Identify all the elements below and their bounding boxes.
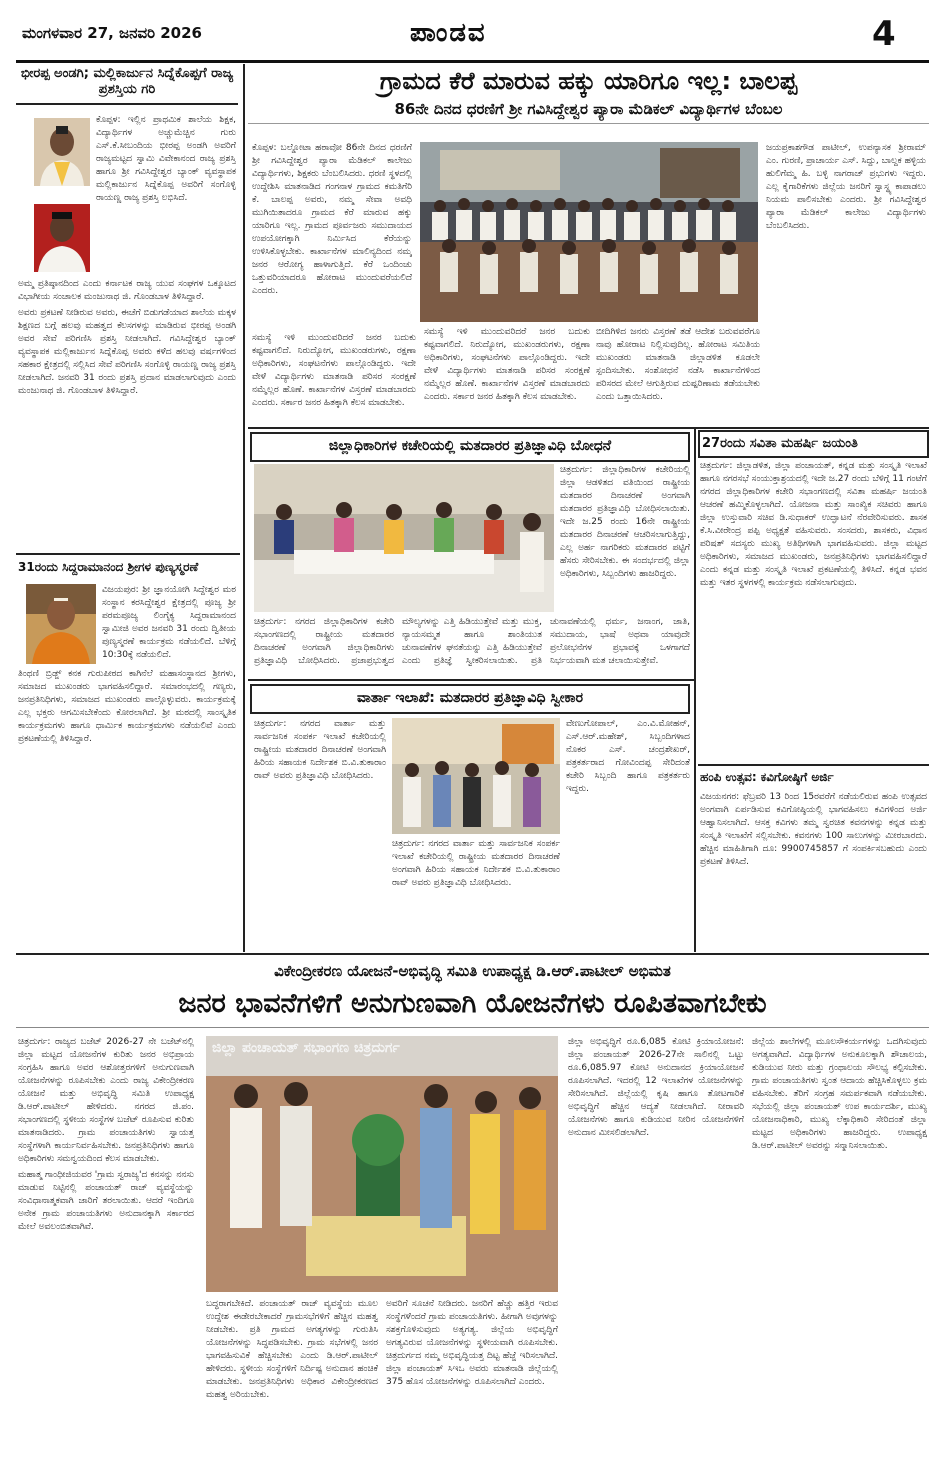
group-photo bbox=[420, 142, 758, 322]
paragraph: ಮಹಾತ್ಮ ಗಾಂಧೀಜಿಯವರ 'ಗ್ರಾಮ ಸ್ವರಾಜ್ಯ'ದ ಕನಸನ್ನು ನನಸು ಮಾಡುವ ನಿಟ್ಟಿನಲ್ಲಿ ಪಂಚಾಯತ್ ರಾಜ್ ವ್ಯವಸ್ಥೆಯನ್ನು ಸಂವಿಧಾನಾತ್ಮಕವಾಗಿ ಜಾರಿಗೆ ತರಲಾಯಿತು. ಆದರೆ ಇಂದಿಗೂ ಅನೇಕ ಗ್ರಾಮ ಪಂಚಾಯತಿಗಳು ಅನುದಾನಕ್ಕಾಗಿ ಸರ್ಕಾರದ ಮೇಲೆ ಅವಲಂಬಿತವಾಗಿವೆ. bbox=[18, 1170, 194, 1232]
story-headline: 31ರಂದು ಸಿದ್ದರಾಮಾನಂದ ಶ್ರೀಗಳ ಪುಣ್ಯಸ್ಮರಣೆ bbox=[18, 560, 199, 574]
paragraph: ಚಿತ್ರದುರ್ಗ: ಜಿಲ್ಲಾಡಳಿತ, ಜಿಲ್ಲಾ ಪಂಚಾಯತ್, ಕನ್ನಡ ಮತ್ತು ಸಂಸ್ಕೃತಿ ಇಲಾಖೆ ಹಾಗೂ ನಗರಸಭೆ ಸಂಯುಕ್ತಾಶ್ರಯದಲ್ಲಿ ಇದೇ ಜ.27 ರಂದು ಬೆಳಿಗ್ಗೆ 11 ಗಂಟೆಗೆ ನಗರದ ಜಿಲ್ಲಾಧಿಕಾರಿಗಳ ಕಚೇರಿ ಸಭಾಂಗಣದಲ್ಲಿ ಸವಿತಾ ಮಹರ್ಷಿ ಜಯಂತಿ ಆಚರಣೆ ಹಮ್ಮಿಕೊಳ್ಳಲಾಗಿದೆ. ಯೋಜನಾ ಮತ್ತು ಸಾಂಖ್ಯಿಕ ಸಚಿವರು ಹಾಗೂ ಜಿಲ್ಲಾ ಉಸ್ತುವಾರಿ ಸಚಿವ ಡಿ.ಸುಧಾಕರ್ ಉದ್ಘಾಟನೆ ನೆರವೇರಿಸುವರು. ಶಾಸಕ ಕೆ.ಸಿ.ವೀರೇಂದ್ರ ಪಪ್ಪಿ ಅಧ್ಯಕ್ಷತೆ ವಹಿಸುವರು. ಸಂಸದರು, ಶಾಸಕರು, ವಿಧಾನ ಪರಿಷತ್ ಸದಸ್ಯರು ಮುಖ್ಯ ಅತಿಥಿಗಳಾಗಿ ಭಾಗವಹಿಸುವರು. ಜಿಲ್ಲಾ ಮಟ್ಟದ ಅಧಿಕಾರಿಗಳು, ಸಮಾಜದ ಮುಖಂಡರು, ಜನಪ್ರತಿನಿಧಿಗಳು ಭಾಗವಹಿಸಲಿದ್ದಾರೆ ಎಂದು ಕನ್ನಡ ಮತ್ತು ಸಂಸ್ಕೃತಿ ಇಲಾಖೆ ಪ್ರಕಟಣೆಯಲ್ಲಿ ತಿಳಿಸಿದೆ. ಕನ್ನಡ ಭವನ ಮತ್ತು ಇತರ ಸ್ಥಳಗಳಲ್ಲಿ ಕಾರ್ಯಕ್ರಮ ನಡೆಸಲಾಗುವುದು. bbox=[700, 461, 927, 588]
story-body bbox=[766, 142, 926, 424]
story-body bbox=[102, 584, 236, 664]
story-headline: 27ರಂದು ಸವಿತಾ ಮಹರ್ಷಿ ಜಯಂತಿ bbox=[698, 430, 929, 458]
story-award bbox=[16, 64, 238, 552]
story-body bbox=[252, 332, 416, 424]
newspaper-name: ಪಾಂಡವ bbox=[410, 18, 487, 48]
group-photo-illustration bbox=[420, 142, 758, 322]
story-body bbox=[560, 464, 690, 612]
story-info-dept bbox=[248, 682, 692, 952]
paragraph: ಚಿತ್ರದುರ್ಗ: ರಾಜ್ಯದ ಬಜೆಟ್ 2026-27 ನೇ ಬಜೆಟ್‌ನಲ್ಲಿ ಜಿಲ್ಲಾ ಮಟ್ಟದ ಯೋಜನೆಗಳ ಕುರಿತು ಜನರ ಅಭಿಪ್ರಾಯ ಸಂಗ್ರಹಿಸಿ ಹಾಗೂ ಅವರ ಆಶೋತ್ತರಗಳಿಗೆ ಅನುಗುಣವಾಗಿ ಯೋಜನೆಗಳನ್ನು ರೂಪಿಸಬೇಕು ಎಂದು ರಾಜ್ಯ ವಿಕೇಂದ್ರೀಕರಣ ಯೋಜನೆ ಮತ್ತು ಅಭಿವೃದ್ಧಿ ಸಮಿತಿ ಉಪಾಧ್ಯಕ್ಷ ಡಿ.ಆರ್.ಪಾಟೀಲ್ ಹೇಳಿದರು. ನಗರದ ಜಿ.ಪಂ. ಸಭಾಂಗಣದಲ್ಲಿ ಸ್ಥಳೀಯ ಸಂಸ್ಥೆಗಳ ಬಜೆಟ್ ರೂಪಿಸುವ ಕುರಿತು ಮಾತನಾಡಿದರು. ಗ್ರಾಮ ಪಂಚಾಯತಿಗಳು ಸ್ವಾಯತ್ತ ಸಂಸ್ಥೆಗಳಾಗಿ ಕಾರ್ಯನಿರ್ವಹಿಸಬೇಕು. ಜನಪ್ರತಿನಿಧಿಗಳು ಹಾಗೂ ಅಧಿಕಾರಿಗಳು ಸಮನ್ವಯದಿಂದ ಕೆಲಸ ಮಾಡಬೇಕು. bbox=[18, 1037, 194, 1164]
story-body bbox=[254, 616, 690, 676]
paragraph: ಜಿಲ್ಲಾ ಅಭಿವೃದ್ಧಿಗೆ ರೂ.6,085 ಕೋಟಿ ಕ್ರಿಯಾಯೋಜನೆ: ಜಿಲ್ಲಾ ಪಂಚಾಯತ್ 2026-27ನೇ ಸಾಲಿನಲ್ಲಿ ಒಟ್ಟು ರೂ.6,085.97 ಕೋಟಿ ಅನುದಾನದ ಕ್ರಿಯಾಯೋಜನೆ ರೂಪಿಸಲಾಗಿದೆ. ಇದರಲ್ಲಿ 12 ಇಲಾಖೆಗಳ ಯೋಜನೆಗಳನ್ನು ಸೇರಿಸಲಾಗಿದೆ. ಜಿಲ್ಲೆಯಲ್ಲಿ ಕೃಷಿ ಹಾಗೂ ತೋಟಗಾರಿಕೆ ಅಭಿವೃದ್ಧಿಗೆ ಹೆಚ್ಚಿನ ಆದ್ಯತೆ ನೀಡಲಾಗಿದೆ. ನೀರಾವರಿ ಯೋಜನೆಗಳು ಹಾಗೂ ಕುಡಿಯುವ ನೀರಿನ ಯೋಜನೆಗಳಿಗೆ ಅನುದಾನ ಮೀಸಲಿಡಲಾಗಿದೆ. bbox=[568, 1037, 744, 1138]
story-body bbox=[18, 278, 236, 550]
section-divider bbox=[16, 953, 929, 955]
pledge-photo bbox=[392, 718, 560, 834]
paragraph: ವಿಜಯಪುರ: ಶ್ರೀ ಜ್ಞಾನಯೋಗಿ ಸಿದ್ದೇಶ್ವರ ಮಠ ಸಂಸ್ಥಾನ ಕರಸಿದ್ದೇಶ್ವರ ಕ್ಷೇತ್ರದಲ್ಲಿ ಪೂಜ್ಯ ಶ್ರೀ ಪರಮಪೂಜ್ಯ ಲಿಂಗೈಕ್ಯ ಸಿದ್ದರಾಮಾನಂದ ಸ್ವಾಮೀಜಿ ಅವರ ಜನವರಿ 31 ರಂದು ದ್ವಿತೀಯ ಪುಣ್ಯಸ್ಮರಣೆ ಕಾರ್ಯಕ್ರಮ ನಡೆಯಲಿದೆ. ಬೆಳಿಗ್ಗೆ 10:30ಕ್ಕೆ ನಡೆಯಲಿದೆ. bbox=[102, 585, 236, 660]
issue-date: ಮಂಗಳವಾರ 27, ಜನವರಿ 2026 bbox=[22, 24, 202, 42]
pledge-photo bbox=[254, 464, 554, 612]
pledge-photo-illustration bbox=[254, 464, 554, 612]
paragraph: ಸಮಸ್ಯೆ ಇಳಿ ಮುಂದುವರಿದರೆ ಜನರ ಬದುಕು ಕಷ್ಟವಾಗಲಿದೆ. ನಿರುದ್ಯೋಗ, ಮುಖಂಡರುಗಳು, ರಕ್ಷಣಾ ಅಧಿಕಾರಿಗಳು, ಸಂಘಟನೆಗಳು ಪಾಲ್ಗೊಂಡಿದ್ದರು. ಇದೇ ವೇಳೆ ವಿದ್ಯಾರ್ಥಿಗಳು ಮಾತನಾಡಿ ಪರಿಸರ ಸಂರಕ್ಷಣೆ ನಮ್ಮೆಲ್ಲರ ಹೊಣೆ. ಕಾರ್ಖಾನೆಗಳ ವಿಸ್ತರಣೆ ಮಾಡಬಾರದು ಎಂದರು. ಸರ್ಕಾರ ಜನರ ಹಿತಕ್ಕಾಗಿ ಕೆಲಸ ಮಾಡಬೇಕು. bbox=[424, 327, 590, 402]
page-number: 4 bbox=[872, 14, 896, 54]
seer-photo bbox=[26, 584, 96, 664]
paragraph: ಚಿತ್ರದುರ್ಗ: ನಗರದ ವಾರ್ತಾ ಮತ್ತು ಸಾರ್ವಜನಿಕ ಸಂಪರ್ಕ ಇಲಾಖೆ ಕಚೇರಿಯಲ್ಲಿ ರಾಷ್ಟ್ರೀಯ ಮತದಾರರ ದಿನಾಚರಣೆ ಅಂಗವಾಗಿ ಹಿರಿಯ ಸಹಾಯಕ ನಿರ್ದೇಶಕ ಬಿ.ವಿ.ತುಕಾರಾಂ ರಾವ್ ಅವರು ಪ್ರತಿಜ್ಞಾವಿಧಿ ಬೋಧಿಸಿದರು. bbox=[254, 719, 386, 781]
paragraph: ವೇಣುಗೋಪಾಲ್, ಎಂ.ವಿ.ಮೋಹನ್, ಎಸ್.ಆರ್.ಮಹೇಶ್, ಸಿಬ್ಬಂದಿಗಳಾದ ನೊಕರ ಎಸ್. ಚಂದ್ರಶೇಖರ್, ಪತ್ರಕರ್ತರಾದ ಗೋವಿಂದಪ್ಪ ಸೇರಿದಂತೆ ಕಚೇರಿ ಸಿಬ್ಬಂದಿ ಹಾಗೂ ಪತ್ರಕರ್ತರು ಇದ್ದರು. bbox=[566, 719, 690, 794]
photo-banner-text: ಜಿಲ್ಲಾ ಪಂಚಾಯತ್ ಸಭಾಂಗಣ ಚಿತ್ರದುರ್ಗ bbox=[212, 1040, 400, 1056]
story-lake bbox=[248, 64, 929, 426]
story-body bbox=[96, 114, 236, 276]
story-body bbox=[566, 718, 690, 948]
masthead-rule bbox=[16, 60, 929, 63]
lead-story bbox=[16, 956, 929, 1470]
paragraph: ಕೊಪ್ಪಳ: ಬಲ್ಡೋಟಾ ಹಠಾವೋ 86ನೇ ದಿನದ ಧರಣಿಗೆ ಶ್ರೀ ಗವಿಸಿದ್ದೇಶ್ವರ ಪ್ಯಾರಾ ಮೆಡಿಕಲ್ ಕಾಲೇಜು ವಿದ್ಯಾರ್ಥಿಗಳು, ಶಿಕ್ಷಕರು ಬೆಂಬಲಿಸಿದರು. ಧರಣಿ ಸ್ಥಳದಲ್ಲಿ ಉದ್ದೇಶಿಸಿ ಮಾತನಾಡಿದ ಗಂಗನಾಳ ಗ್ರಾಮದ ಕಮತಿಗೆರಿ ಕೆ. ಬಾಲಪ್ಪ ಅವರು, ನಮ್ಮ ಸೇವಾ ಅವಧಿ ಮುಗಿಯಿತಾದರೂ ಗ್ರಾಮದ ಕೆರೆ ಮಾರುವ ಹಕ್ಕು ಯಾರಿಗೂ ಇಲ್ಲ. ಗ್ರಾಮದ ಪೂರ್ವಜರು ಸಮುದಾಯದ ಉಪಯೋಗಕ್ಕಾಗಿ ನಿರ್ಮಿಸಿದ ಕೆರೆಯನ್ನು ಉಳಿಸಿಕೊಳ್ಳಬೇಕು. ಕಾರ್ಖಾನೆಗಳ ಮಾಲಿನ್ಯದಿಂದ ನಮ್ಮ ಜನರ ಆರೋಗ್ಯ ಹಾಳಾಗುತ್ತಿದೆ. ಕೆರೆ ಒಂದಿಂಚು ಒತ್ತುವರಿಯಾದರೂ ಹೋರಾಟ ಮುಂದುವರೆಯಲಿದೆ ಎಂದರು. bbox=[252, 143, 412, 296]
section-divider bbox=[698, 764, 929, 766]
paragraph: ಅವರಿಗೆ ಸೂಚನೆ ನೀಡಿದರು. ಜನರಿಗೆ ಹೆಚ್ಚು ಹತ್ತಿರ ಇರುವ ಸಂಸ್ಥೆಗಳೆಂದರೆ ಗ್ರಾಮ ಪಂಚಾಯತಿಗಳು. ಹೀಗಾಗಿ ಅವುಗಳನ್ನು ಸಶಕ್ತಗೊಳಿಸುವುದು ಅತ್ಯಗತ್ಯ. ಜಿಲ್ಲೆಯ ಅಭಿವೃದ್ಧಿಗೆ ಅಗತ್ಯವಿರುವ ಯೋಜನೆಗಳನ್ನು ಸ್ಥಳೀಯವಾಗಿ ರೂಪಿಸಬೇಕು. ಚಿತ್ರದುರ್ಗದ ನಮ್ಮ ಅಭಿವೃದ್ಧಿಯತ್ತ ದಿಟ್ಟ ಹೆಜ್ಜೆ ಇರಿಸಲಾಗಿದೆ. ಜಿಲ್ಲಾ ಪಂಚಾಯತ್ ಸಿಇಒ ಅವರು ಮಾತನಾಡಿ ಜಿಲ್ಲೆಯಲ್ಲಿ 375 ಹೊಸ ಯೋಜನೆಗಳನ್ನು ರೂಪಿಸಲಾಗಿದೆ ಎಂದರು. bbox=[386, 1299, 558, 1387]
column-divider bbox=[243, 64, 245, 952]
story-body bbox=[392, 838, 560, 948]
story-body bbox=[700, 460, 927, 762]
paragraph: ತಿಂಥಣಿ ಬ್ರಿಡ್ಜ್ ಕನಕ ಗುರುಪೀಠದ ಕಾಗಿನೆಲೆ ಮಹಾಸಂಸ್ಥಾನದ ಶ್ರೀಗಳು, ಸಮಾಜದ ಮುಖಂಡರು ಭಾಗವಹಿಸಲಿದ್ದಾರೆ. ಸಮಾರಂಭದಲ್ಲಿ ಗಣ್ಯರು, ಜನಪ್ರತಿನಿಧಿಗಳು, ಸಮಾಜದ ಮುಖಂಡರು ಪಾಲ್ಗೊಳ್ಳುವರು. ಕಾರ್ಯಕ್ರಮಕ್ಕೆ ಎಲ್ಲ ಭಕ್ತರು ಆಗಮಿಸಬೇಕೆಂದು ಕೋರಲಾಗಿದೆ. ಶ್ರೀ ಮಠದಲ್ಲಿ ಸಾಂಸ್ಕೃತಿಕ ಕಾರ್ಯಕ್ರಮಗಳು ಹಾಗೂ ಧಾರ್ಮಿಕ ಕಾರ್ಯಕ್ರಮಗಳು ನಡೆಯಲಿವೆ ಎಂದು ಪ್ರಕಟಣೆಯಲ್ಲಿ ತಿಳಿಸಿದ್ದಾರೆ. bbox=[18, 669, 236, 744]
story-headline: ಹಂಪಿ ಉತ್ಸವ: ಕವಿಗೋಷ್ಠಿಗೆ ಅರ್ಜಿ bbox=[700, 770, 834, 784]
paragraph: ಅಮ್ಮ ಪ್ರತಿಷ್ಠಾನದಿಂದ ಎಂದು ಕರ್ನಾಟಕ ರಾಜ್ಯ ಯುವ ಸಂಘಗಳ ಒಕ್ಕೂಟದ ವಿಭಾಗೀಯ ಸಂಚಾಲಕ ಮಂಜುನಾಥ ಜಿ. ಗೊಂಡಬಾಳ ತಿಳಿಸಿದ್ದಾರೆ. bbox=[18, 279, 236, 302]
story-body bbox=[252, 142, 412, 330]
paragraph: ಸಮಸ್ಯೆ ಇಳಿ ಮುಂದುವರಿದರೆ ಜನರ ಬದುಕು ಕಷ್ಟವಾಗಲಿದೆ. ನಿರುದ್ಯೋಗ, ಮುಖಂಡರುಗಳು, ರಕ್ಷಣಾ ಅಧಿಕಾರಿಗಳು, ಸಂಘಟನೆಗಳು ಪಾಲ್ಗೊಂಡಿದ್ದರು. ಇದೇ ವೇಳೆ ವಿದ್ಯಾರ್ಥಿಗಳು ಮಾತನಾಡಿ ಪರಿಸರ ಸಂರಕ್ಷಣೆ ನಮ್ಮೆಲ್ಲರ ಹೊಣೆ. ಕಾರ್ಖಾನೆಗಳ ವಿಸ್ತರಣೆ ಮಾಡಬಾರದು ಎಂದರು. ಸರ್ಕಾರ ಜನರ ಹಿತಕ್ಕಾಗಿ ಕೆಲಸ ಮಾಡಬೇಕು. bbox=[252, 333, 416, 408]
story-remembrance bbox=[16, 556, 238, 952]
story-headline: ಗ್ರಾಮದ ಕೆರೆ ಮಾರುವ ಹಕ್ಕು ಯಾರಿಗೂ ಇಲ್ಲ: ಬಾಲಪ್ಪ bbox=[379, 67, 798, 95]
story-hampi bbox=[698, 767, 929, 952]
section-divider bbox=[248, 679, 694, 681]
lead-photo-illustration bbox=[206, 1036, 558, 1292]
story-body bbox=[386, 1298, 558, 1466]
story-body bbox=[424, 326, 590, 424]
story-body bbox=[596, 326, 760, 424]
person-icon bbox=[26, 584, 96, 664]
portrait-photo bbox=[34, 204, 90, 272]
story-subheadline: 86ನೇ ದಿನದ ಧರಣಿಗೆ ಶ್ರೀ ಗವಿಸಿದ್ದೇಶ್ವರ ಪ್ಯಾರಾ ಮೆಡಿಕಲ್ ವಿದ್ಯಾರ್ಥಿಗಳ ಬೆಂಬಲ bbox=[248, 100, 929, 124]
story-body bbox=[206, 1298, 378, 1466]
lead-headline: ಜನರ ಭಾವನೆಗಳಿಗೆ ಅನುಗುಣವಾಗಿ ಯೋಜನೆಗಳು ರೂಪಿತವಾಗಬೇಕು bbox=[16, 985, 929, 1028]
paragraph: ಬದ್ಧರಾಗಬೇಕಿದೆ. ಪಂಚಾಯತ್ ರಾಜ್ ವ್ಯವಸ್ಥೆಯ ಮೂಲ ಉದ್ದೇಶ ಈಡೇರಬೇಕಾದರೆ ಗ್ರಾಮಸಭೆಗಳಿಗೆ ಹೆಚ್ಚಿನ ಮಹತ್ವ ನೀಡಬೇಕು. ಪ್ರತಿ ಗ್ರಾಮದ ಅಗತ್ಯಗಳನ್ನು ಗುರುತಿಸಿ ಯೋಜನೆಗಳನ್ನು ಸಿದ್ಧಪಡಿಸಬೇಕು. ಗ್ರಾಮ ಸಭೆಗಳಲ್ಲಿ ಜನರ ಭಾಗವಹಿಸುವಿಕೆ ಹೆಚ್ಚಿಸಬೇಕು ಎಂದು ಡಿ.ಆರ್.ಪಾಟೀಲ್ ಹೇಳಿದರು. ಸ್ಥಳೀಯ ಸಂಸ್ಥೆಗಳಿಗೆ ನಿರ್ದಿಷ್ಟ ಅನುದಾನ ಹಂಚಿಕೆ ಮಾಡಬೇಕು. ಜನಪ್ರತಿನಿಧಿಗಳು ಅಧಿಕಾರ ವಿಕೇಂದ್ರೀಕರಣದ ಮಹತ್ವ ಅರಿಯಬೇಕು. bbox=[206, 1299, 378, 1400]
paragraph: ಬೀದಿಗಿಳಿದ ಜನರು ವಿಸ್ತರಣೆ ತಡೆ ಆದೇಶ ಬರುವವರೆಗೂ ನಾವು ಹೋರಾಟ ನಿಲ್ಲಿಸುವುದಿಲ್ಲ. ಹೋರಾಟ ಸಮಿತಿಯ ಮುಖಂಡರು ಮಾತನಾಡಿ ಜಿಲ್ಲಾಡಳಿತ ಕೂಡಲೇ ಸ್ಪಂದಿಸಬೇಕು. ಸಂಶೋಧನೆ ನಡೆಸಿ ಕಾರ್ಖಾನೆಗಳಿಂದ ಪರಿಸರದ ಮೇಲೆ ಆಗುತ್ತಿರುವ ದುಷ್ಪರಿಣಾಮ ತಡೆಯಬೇಕು ಎಂದು ಒತ್ತಾಯಿಸಿದರು. bbox=[596, 327, 760, 402]
story-jayanti bbox=[698, 430, 929, 764]
section-divider bbox=[248, 427, 929, 429]
column-divider bbox=[694, 428, 696, 952]
paragraph: ಚಿತ್ರದುರ್ಗ: ನಗರದ ವಾರ್ತಾ ಮತ್ತು ಸಾರ್ವಜನಿಕ ಸಂಪರ್ಕ ಇಲಾಖೆ ಕಚೇರಿಯಲ್ಲಿ ರಾಷ್ಟ್ರೀಯ ಮತದಾರರ ದಿನಾಚರಣೆ ಅಂಗವಾಗಿ ಹಿರಿಯ ಸಹಾಯಕ ನಿರ್ದೇಶಕ ಬಿ.ವಿ.ತುಕಾರಾಂ ರಾವ್ ಅವರು ಪ್ರತಿಜ್ಞಾವಿಧಿ ಬೋಧಿಸಿದರು. bbox=[392, 839, 560, 888]
paragraph: ಅವರು ಪ್ರಕಟಣೆ ನೀಡಿರುವ ಅವರು, ಈಚೆಗೆ ಬಿಡುಗಡೆಯಾದ ಶಾಲೆಯ ಮಕ್ಕಳ ಶಿಕ್ಷಣದ ಬಗ್ಗೆ ಹಲವು ಮಹತ್ವದ ಕೆಲಸಗಳನ್ನು ಮಾಡಿರುವ ಭೀರಪ್ಪ ಅಂಡಗಿ ಅವರ ಸೇವೆ ಪರಿಗಣಿಸಿ ಪ್ರಶಸ್ತಿ ನೀಡಲಾಗಿದೆ. ಗವಿಸಿದ್ದೇಶ್ವರ ಬ್ಯಾಂಕ್ ವ್ಯವಸ್ಥಾಪಕ ಮಲ್ಲಿಕಾರ್ಜುನ ಸಿದ್ನೆಕೊಪ್ಪ ಅವರು ಕಳೆದ ಹಲವು ವರ್ಷಗಳಿಂದ ಸಹಕಾರ ಕ್ಷೇತ್ರದಲ್ಲಿ ಸಲ್ಲಿಸಿದ ಸೇವೆ ಪರಿಗಣಿಸಿ ಸಂಗೊಳ್ಳಿ ರಾಯಣ್ಣ ರಾಜ್ಯ ಪ್ರಶಸ್ತಿ ನೀಡಲಾಗಿದೆ. ಜನವರಿ 31 ರಂದು ಪ್ರಶಸ್ತಿ ಪ್ರದಾನ ಮಾಡಲಾಗುವುದು ಎಂದು ಮಂಜುನಾಥ ಜಿ. ಗೊಂಡಬಾಳ ತಿಳಿಸಿದ್ದಾರೆ. bbox=[18, 308, 236, 396]
story-body bbox=[18, 1036, 194, 1466]
person-icon bbox=[34, 204, 90, 272]
masthead bbox=[0, 0, 945, 62]
story-headline: ಭೀರಪ್ಪ ಅಂಡಗಿ; ಮಲ್ಲಿಕಾರ್ಜುನ ಸಿದ್ನೆಕೊಪ್ಪಗೆ ರಾಜ್ಯ ಪ್ರಶಸ್ತಿಯ ಗರಿ bbox=[16, 64, 238, 105]
lead-kicker: ವಿಕೇಂದ್ರೀಕರಣ ಯೋಜನೆ-ಅಭಿವೃದ್ಧಿ ಸಮಿತಿ ಉಪಾಧ್ಯಕ್ಷ ಡಿ.ಆರ್.ಪಾಟೀಲ್ ಅಭಿಮತ bbox=[274, 962, 671, 980]
paragraph: ಜಯಪ್ರಕಾಶಗೌಡ ಪಾಟೀಲ್, ಉಪನ್ಯಾಸಕ ಶ್ರೀರಾಮ್ ಎಂ. ಗುರಣಿ, ಪ್ರಾಚಾರ್ಯ ಎಸ್. ಸಿದ್ದು, ಬಾಲ್ದಕ ಹಳ್ಳಿಯ ಹುಲಿಗೆಮ್ಮ ಹಿ. ಬಳ್ಳಿ ನಾಗರಾಜ್ ಪ್ರಭುಗಳು ಇದ್ದರು. ಎಲ್ಲ ಕೈಗಾರಿಕೆಗಳು ಜಿಲ್ಲೆಯ ಜನರಿಗೆ ಸ್ವಾಸ್ಥ್ಯ ಕಾಪಾಡಲು ನಿಯಮ ಪಾಲಿಸಬೇಕು ಎಂದರು. ಶ್ರೀ ಗವಿಸಿದ್ದೇಶ್ವರ ಪ್ಯಾರಾ ಮೆಡಿಕಲ್ ಕಾಲೇಜು ವಿದ್ಯಾರ್ಥಿಗಳು ಬೆಂಬಲಿಸಿದರು. bbox=[766, 143, 926, 231]
pledge-photo-illustration bbox=[392, 718, 560, 834]
story-body bbox=[18, 668, 236, 950]
paragraph: ಚಿತ್ರದುರ್ಗ: ಜಿಲ್ಲಾಧಿಕಾರಿಗಳ ಕಚೇರಿಯಲ್ಲಿ ಜಿಲ್ಲಾ ಆಡಳಿತದ ವತಿಯಿಂದ ರಾಷ್ಟ್ರೀಯ ಮತದಾರರ ದಿನಾಚರಣೆ ಅಂಗವಾಗಿ ಮತದಾರರ ಪ್ರತಿಜ್ಞಾವಿಧಿ ಬೋಧಿಸಲಾಯಿತು. ಇದೇ ಜ.25 ರಂದು 16ನೇ ರಾಷ್ಟ್ರೀಯ ಮತದಾರರ ದಿನಾಚರಣೆ ಆಚರಿಸಲಾಗುತ್ತಿದ್ದು, ಎಲ್ಲ ಅರ್ಹ ನಾಗರಿಕರು ಮತದಾರರ ಪಟ್ಟಿಗೆ ಹೆಸರು ಸೇರಿಸಬೇಕು. ಈ ಸಂದರ್ಭದಲ್ಲಿ ಜಿಲ್ಲಾ ಅಧಿಕಾರಿಗಳು, ಸಿಬ್ಬಂದಿಗಳು ಹಾಜರಿದ್ದರು. bbox=[560, 465, 690, 579]
story-body bbox=[700, 791, 927, 951]
story-headline: ಜಿಲ್ಲಾಧಿಕಾರಿಗಳ ಕಚೇರಿಯಲ್ಲಿ ಮತದಾರರ ಪ್ರತಿಜ್ಞಾವಿಧಿ ಬೋಧನೆ bbox=[250, 432, 690, 462]
story-body bbox=[752, 1036, 927, 1466]
portrait-photo bbox=[34, 118, 90, 186]
story-headline: ವಾರ್ತಾ ಇಲಾಖೆ: ಮತದಾರರ ಪ್ರತಿಜ್ಞಾವಿಧಿ ಸ್ವೀಕಾರ bbox=[250, 684, 690, 714]
story-body bbox=[568, 1036, 744, 1466]
story-body bbox=[254, 718, 386, 948]
section-divider bbox=[16, 553, 240, 555]
lead-photo bbox=[206, 1036, 558, 1292]
paragraph: ಜಿಲ್ಲೆಯ ಶಾಲೆಗಳಲ್ಲಿ ಮೂಲಸೌಕರ್ಯಗಳನ್ನು ಒದಗಿಸುವುದು ಅಗತ್ಯವಾಗಿದೆ. ವಿದ್ಯಾರ್ಥಿಗಳ ಅನುಕೂಲಕ್ಕಾಗಿ ಶೌಚಾಲಯ, ಕುಡಿಯುವ ನೀರು ಮತ್ತು ಗ್ರಂಥಾಲಯ ಸೌಲಭ್ಯ ಕಲ್ಪಿಸಬೇಕು. ಗ್ರಾಮ ಪಂಚಾಯತಿಗಳು ಸ್ವಂತ ಆದಾಯ ಹೆಚ್ಚಿಸಿಕೊಳ್ಳಲು ಕ್ರಮ ವಹಿಸಬೇಕು. ತೆರಿಗೆ ಸಂಗ್ರಹ ಸಮರ್ಪಕವಾಗಿ ನಡೆಯಬೇಕು. ಸಭೆಯಲ್ಲಿ ಜಿಲ್ಲಾ ಪಂಚಾಯತ್ ಉಪ ಕಾರ್ಯದರ್ಶಿ, ಮುಖ್ಯ ಯೋಜನಾಧಿಕಾರಿ, ಮುಖ್ಯ ಲೆಕ್ಕಾಧಿಕಾರಿ ಸೇರಿದಂತೆ ಜಿಲ್ಲಾ ಮಟ್ಟದ ಅಧಿಕಾರಿಗಳು ಹಾಜರಿದ್ದರು. ಉಪಾಧ್ಯಕ್ಷ ಡಿ.ಆರ್.ಪಾಟೀಲ್ ಅವರನ್ನು ಸನ್ಮಾನಿಸಲಾಯಿತು. bbox=[752, 1037, 927, 1151]
person-icon bbox=[34, 118, 90, 186]
paragraph: ವಿಜಯನಗರ: ಫೆಬ್ರವರಿ 13 ರಿಂದ 15ರವರೆಗೆ ನಡೆಯಲಿರುವ ಹಂಪಿ ಉತ್ಸವದ ಅಂಗವಾಗಿ ಏರ್ಪಡಿಸುವ ಕವಿಗೋಷ್ಠಿಯಲ್ಲಿ ಭಾಗವಹಿಸಲು ಕವಿಗಳಿಂದ ಅರ್ಜಿ ಆಹ್ವಾನಿಸಲಾಗಿದೆ. ಆಸಕ್ತ ಕವಿಗಳು ತಮ್ಮ ಸ್ವರಚಿತ ಕವನಗಳನ್ನು ಕನ್ನಡ ಮತ್ತು ಸಂಸ್ಕೃತಿ ಇಲಾಖೆಗೆ ಸಲ್ಲಿಸಬೇಕು. ಕವನಗಳು 100 ಸಾಲುಗಳನ್ನು ಮೀರಬಾರದು. ಹೆಚ್ಚಿನ ಮಾಹಿತಿಗಾಗಿ ದೂ: 9900745857 ಗೆ ಸಂಪರ್ಕಿಸಬಹುದು ಎಂದು ಪ್ರಕಟಣೆ ತಿಳಿಸಿದೆ. bbox=[700, 792, 927, 867]
paragraph: ಕೊಪ್ಪಳ: ಇಲ್ಲಿನ ಪ್ರಾಥಮಿಕ ಶಾಲೆಯ ಶಿಕ್ಷಕ, ವಿದ್ಯಾರ್ಥಿಗಳ ಅಚ್ಚುಮೆಚ್ಚಿನ ಗುರು ಎಸ್.ಕೆ.ಸೀಬಂದಿಯ ಭೀರಪ್ಪ ಅಂಡಗಿ ಅವರಿಗೆ ರಾಜ್ಯಮಟ್ಟದ ಸ್ವಾಮಿ ವಿವೇಕಾನಂದ ರಾಜ್ಯ ಪ್ರಶಸ್ತಿ ಹಾಗೂ ಶ್ರೀ ಗವಿಸಿದ್ದೇಶ್ವರ ಬ್ಯಾಂಕ್ ವ್ಯವಸ್ಥಾಪಕ ಮಲ್ಲಿಕಾರ್ಜುನ ಸಿದ್ನೆಕೊಪ್ಪ ಅವರಿಗೆ ಸಂಗೊಳ್ಳಿ ರಾಯಣ್ಣ ರಾಜ್ಯ ಪ್ರಶಸ್ತಿ ಲಭಿಸಿದೆ. bbox=[96, 115, 236, 203]
story-voter-pledge bbox=[248, 430, 692, 678]
paragraph: ಚಿತ್ರದುರ್ಗ: ನಗರದ ಜಿಲ್ಲಾಧಿಕಾರಿಗಳ ಕಚೇರಿ ಸಭಾಂಗಣದಲ್ಲಿ ರಾಷ್ಟ್ರೀಯ ಮತದಾರರ ದಿನಾಚರಣೆ ಅಂಗವಾಗಿ ಜಿಲ್ಲಾಧಿಕಾರಿಗಳು ಪ್ರತಿಜ್ಞಾವಿಧಿ ಬೋಧಿಸಿದರು. ಪ್ರಜಾಪ್ರಭುತ್ವದ ಮೌಲ್ಯಗಳನ್ನು ಎತ್ತಿ ಹಿಡಿಯುತ್ತೇವೆ ಮತ್ತು ಮುಕ್ತ, ನ್ಯಾಯಸಮ್ಮತ ಹಾಗೂ ಶಾಂತಿಯುತ ಚುನಾವಣೆಗಳ ಘನತೆಯನ್ನು ಎತ್ತಿ ಹಿಡಿಯುತ್ತೇವೆ ಎಂದು ಪ್ರತಿಜ್ಞೆ ಸ್ವೀಕರಿಸಲಾಯಿತು. ಪ್ರತಿ ಚುನಾವಣೆಯಲ್ಲಿ ಧರ್ಮ, ಜನಾಂಗ, ಜಾತಿ, ಸಮುದಾಯ, ಭಾಷೆ ಅಥವಾ ಯಾವುದೇ ಪ್ರಲೋಭನೆಗಳ ಪ್ರಭಾವಕ್ಕೆ ಒಳಗಾಗದೆ ನಿರ್ಭಯವಾಗಿ ಮತ ಚಲಾಯಿಸುತ್ತೇವೆ. bbox=[254, 617, 690, 666]
